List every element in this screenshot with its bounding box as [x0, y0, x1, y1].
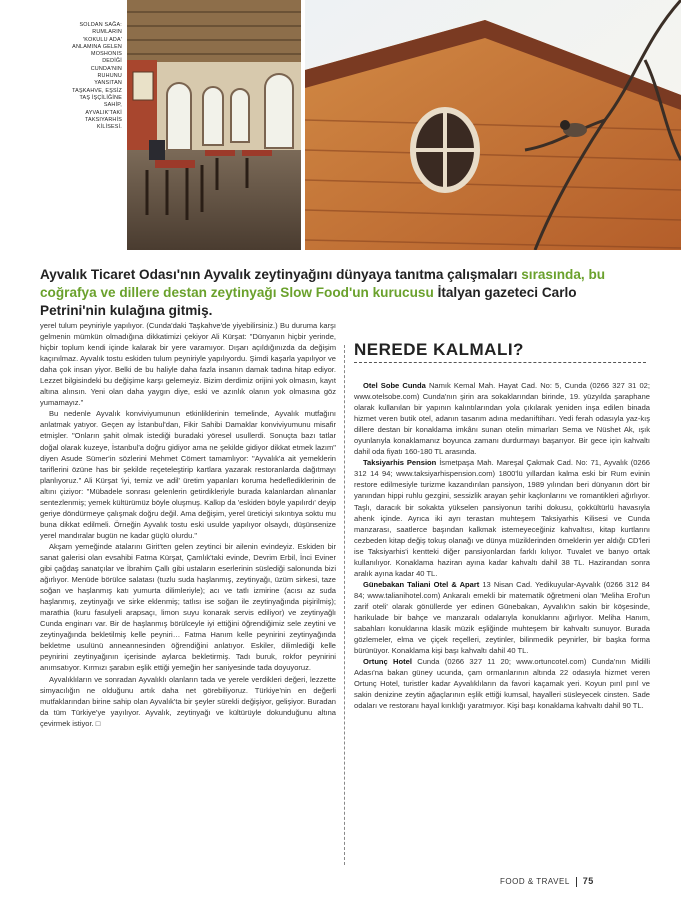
hotel-description: İsmetpaşa Mah. Mareşal Çakmak Cad. No: 71, Ayvalık (0266 312 14 94; www.taksiyarhispension.com) 1800'lü yıllardan kalma eski bir Rum evinin restore edilmesiyle turizme kazandırılan pansiyon, 1989 yılından beri dünyanın dört bir yanından hippi ruhlu gezgini, sessizlik arayan şehir kaçkınlarını ve romantikleri ağırlıyor. Taşlı, daracık bir sokakta yükselen pansiyonun tarihi dokusu, çokkültürlü havasıyla ahenk içinde. Ayrıca iki ayrı terastan muhteşem Taksiyarhis Kilisesi ve Cunda manzarası, saatlerce başından kalkmak istemeyeceğiniz kahvaltısı, kitap kurtlarını cezbeden kitap değiş tokuş olanağı ve dünya müziklerinden örneklerin yer aldığı CD'leri ise Taksiyarhis'i kentteki diğer pansiyonlardan farklı kılıyor. Tuvalet ve banyo ortak kullanılıyor. Konaklama haziran ayına kadar kahvaltı dahil 38 TL. Hazirandan sonra aralık ayına kadar 40 TL.: [354, 458, 650, 578]
hotel-entry: [354, 656, 650, 711]
sidebar-divider: [344, 345, 345, 865]
cafe-interior-photo: [127, 0, 301, 250]
hotel-entry: [354, 380, 650, 457]
page-number: 75: [582, 876, 594, 886]
article-body-left: [40, 320, 336, 729]
lead-line-3: İtalyan gazeteci Carlo Petrini'nin kulağına gitmiş.: [40, 285, 577, 318]
hotel-entry: [354, 457, 650, 579]
body-paragraph: Akşam yemeğinde atalarını Girit'ten gelen zeytinci bir ailenin evindeyiz. Eskiden bir sanat galerisi olan evsahibi Fatma Kürşat, Çamlık'taki evinde, Devrim Erbil, İnci Eviner gibi çağdaş sanatçılar ve İbrahim Çallı gibi ustaların eserlerinin süslediği salonunda bizi ağırlıyor. Menüde börülce salatası (tuzlu suda haşlanmış, zeytinyağı, üzüm sirkesi, taze soğan ve haşlanmış katı yumurta dilimleriyle); acı ve tatlı izmirine (acısı az suda haşlanmış, zeytinyağı ve sirke eklenmiş; tatlısı ise soğan ile zeytinyağında pişirilmiş); marathia (kuru fasulyeli arapsaçı, limon suyu konarak servis ediliyor) ve zeytinyağlı Cunda enginarı var. Bir de haşlanmış börülceyle iyi ettiğini öğrendiğimiz sele zeytini ve zeytinyağında bekletilmiş kelle peyniri… Fatma Hanım kelle peynirini zeytinyağında bekletme usulünü anneannesinden öğrendiğini anlatıyor. Eskiler, dilimlediği kelle peynirini zeytinyağının içerisinde aylarca bekletirmiş. Tadı buruk, rokfor peynirini anımsatıyor. Kırmızı şarabın eşlik ettiği yemeğin her saniyesinde tada doyuyoruz.: [40, 541, 336, 673]
body-paragraph: Bu nedenle Ayvalık konviviyumunun etkinliklerinin temelinde, Ayvalık mutfağını anlatmak yatıyor. Geçen ay İstanbul'dan, Fikir Sahibi Damaklar konviviyumunu misafir etmişler. "Onların şahit olmak istediği buradaki yöresel usullerdi. Sonuçta bazı tatlar doğal olarak kuzeye, İstanbul'a doğru gidiyor ama ne şekilde gidiyor dikkat etmek lazım" diyen Asude Sümer'in sözlerini Mehmet Cömert tamamlıyor: "Ayvalık'a ait yemeklerin tariflerini özüne has bir şekilde reçeteleştirip kartlara yazarak restoranlarda dağıtmayı planlıyoruz." Ali Kürşat 'iyi, temiz ve adil' üretim yapanları koruma hedeflediklerinin de altını çiziyor: "Mübadele sonrası gelenlerin getirdikleriyle burada kalanlardan alınanlar sentezlenmiş; yemek kültürümüz böyle oluşmuş. Kalkıp da 'eskiden böyle yapılırdı' deyip geriye döndürmeye çalışmak doğru değil. Ama değişim, yerel üreticiyi sıkıntıya soktu mu buna dikkat edilmeli. Örneğin Ayvalık tostu eski usulde yapılıyor olsaydı, düşünsenize yerel mandıralar bugün ne kadar güçlü olurdu.": [40, 409, 336, 540]
sidebar-title: NEREDE KALMALI?: [354, 340, 524, 359]
hotel-description: Cunda (0266 327 11 20; www.ortuncotel.com) Cunda'nın Midilli Adası'na bakan güney ucunda, çam ormanlarının altında 22 odasıyla hizmet veren Ortunç Hotel, turistler kadar Ayvalıklıların da favori kaçamak yeri. Koyun pırıl pırıl ve sakin denizine zeytin ağaçlarının eşlik ettiği kumsal, hayalleri süsleyecek cinsten. Sade odaları ve restoranı hayal kırıklığı yaratmıyor. Kişi başı konaklama kahvaltı dahil 90 TL.: [354, 657, 650, 711]
cafe-interior-illustration: [127, 0, 301, 250]
lead-paragraph: [40, 266, 640, 320]
hotel-name: Otel Sobe Cunda: [363, 381, 426, 390]
sidebar-title-rule: [354, 362, 646, 363]
body-paragraph: Ayvalıklıların ve sonradan Ayvalıklı olanların tada ve yerele verdikleri değeri, lezzette simyacılığın ne olduğunu artık daha net görebiliyoruz. Türkiye'nin en değerli mutfaklarından birine sahip olan Ayvalık'ta bir şeyler sürekli değişiyor, gelişiyor. Buradan da tüm Türkiye'ye yayılıyor. Ayvalık, zeytinyağı ve kültürüyle dokunduğunu altına çevirmek istiyor. □: [40, 674, 336, 728]
hotel-description: 13 Nisan Cad. Yedikuyular-Ayvalık (0266 312 84 84; www.talianihotel.com) Ankaralı emekli bir matematik öğretmeni olan 'Meliha Erol'un zarif oteli' olarak gönüllerde yer edinen Günebakan, Ayvalık'ın sakin bir köşesinde, harikulade bir bahçe ve manzaralı odalarıyla konuklarını ağırlıyor. Meliha Hanım, sabahları konuklarına klasik müzik eşliğinde muhteşem bir kahvaltı sunuyor. Burada gözlemeler, elma ve çiçek reçelleri, zeytinler, bilinmedik peynirler, bir başka forma bürünüyor. Konaklama kişi başı kahvaltı dahil 40 TL.: [354, 579, 650, 656]
hotel-name: Taksiyarhis Pension: [363, 458, 437, 468]
hotel-name: Ortunç Hotel: [363, 657, 412, 667]
page-footer: [500, 876, 594, 887]
magazine-name: FOOD & TRAVEL: [500, 877, 570, 886]
body-paragraph: yerel tulum peyniriyle yapılıyor. (Cunda'daki Taşkahve'de yiyebilirsiniz.) Bu duruma karşı gelmenin mümkün olmadığına dikkatimizi çekiyor Ali Kürşat: "Dünyanın hiçbir yerinde, hiçbir toplum kendi içinde kalarak bir yere varamıyor. Dışarı açıldığınızda da değişim kaçınılmaz. Ayvalık tostu eskiden tulum peyniriyle yapılıyordu. Şimdi kaşarla yapılıyor ve daha çok insan yiyor. Belki de bu haliyle daha fazla insanın damak tadına hitap ediyor. Lezzet bilgisindeki bu değişime karşı gelemeyiz. Bizim derdimiz orijini yok olmasın, kayıt altına alınsın. Yeni olan daha yaygın diye, eski ve azınlık olanın yok olmasına göz yumamayız.": [40, 321, 336, 408]
hotel-description: Namık Kemal Mah. Hayat Cad. No: 5, Cunda (0266 327 31 02; www.otelsobe.com) Cunda'nın şirin ara sokaklarından birinde, 19. yüzyılda şaraphane olarak kullanılan bir yapının kalıntılarından yola çıkılarak yeniden inşa edilen binada hizmet veren butik otel, adanın tasarım adına medarıiftiharı. Yedi ferah odasıyla yaz-kış dillere destan bir konaklama imkânı sunan otelin mimarları Sema ve Nüshet Ak, ışık oyunlarıyla konaklamanız boyunca zamanı durdurmayı başarıyor. Bir gece için kahvaltı dahil oda fiyatı 160-180 TL arasında.: [354, 381, 650, 457]
church-window-bird-illustration: [305, 0, 681, 250]
lead-line-1: Ayvalık Ticaret Odası'nın Ayvalık zeytinyağını dünyaya tanıtma çalışmaları: [40, 267, 518, 282]
lead-line-2: sırasında, bu coğrafya ve dillere destan zeytinyağı Slow Food'un kurucusu: [40, 267, 606, 300]
photo-caption: SOLDAN SAĞA: RUMLARIN 'KOKULU ADA' ANLAMINA GELEN MOSHONIS DEDİĞİ CUNDA'NIN RUHUNU YANSITAN TAŞKAHVE, EŞSİZ TAŞ İŞÇİLİĞİNE SAHİP, AYVALIK'TAKİ TAKSIYARHİS KİLİSESİ.: [72, 22, 122, 131]
stone-building-bird-photo: [305, 0, 681, 250]
footer-separator: [576, 877, 577, 887]
hotel-entry: [354, 579, 650, 656]
hotel-name: Günebakan Taliani Otel & Apart: [363, 579, 480, 589]
hotel-listings: [354, 380, 650, 711]
